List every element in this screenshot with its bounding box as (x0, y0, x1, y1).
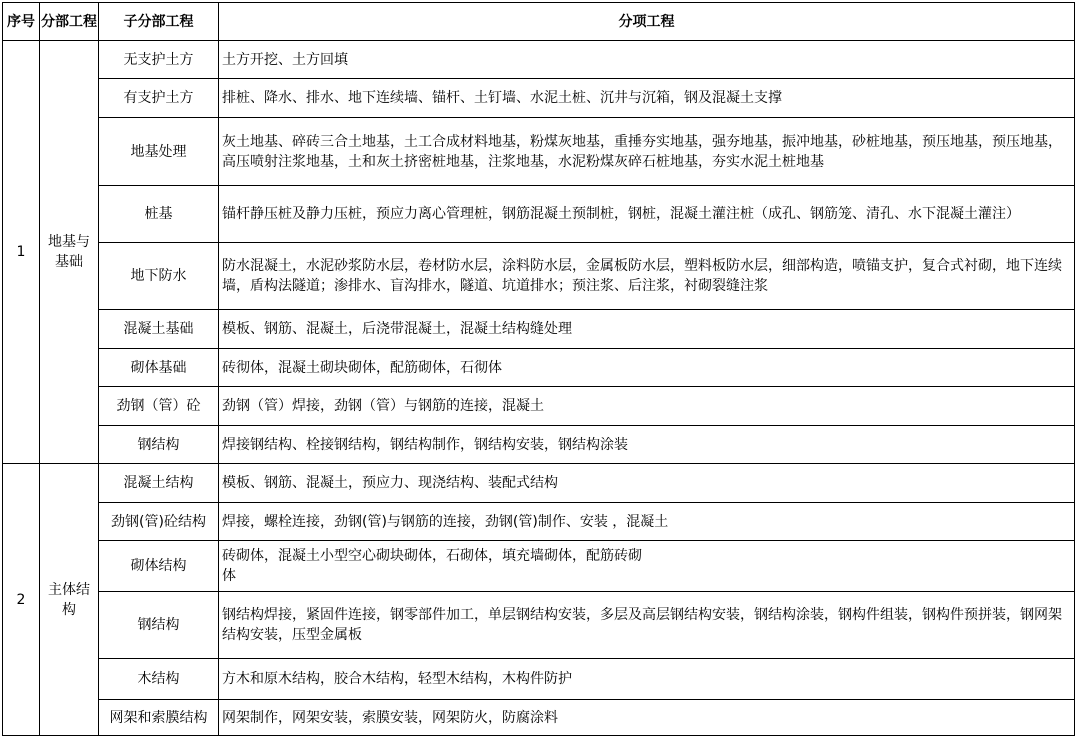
subdivision-name: 有支护土方 (99, 79, 219, 118)
item-list: 锚杆静压桩及静力压桩，预应力离心管理桩，钢筋混凝土预制桩，钢桩，混凝土灌注桩（成孔、钢筋笼、清孔、水下混凝土灌注） (219, 186, 1075, 243)
subdivision-name: 桩基 (99, 186, 219, 243)
division-name: 主体结构 (40, 464, 99, 736)
subdivision-name: 劲钢(管)砼结构 (99, 503, 219, 541)
item-list: 灰土地基、碎砖三合土地基，土工合成材料地基，粉煤灰地基，重捶夯实地基，强夯地基，振冲地基，砂桩地基，预压地基，预压地基，高压喷射注浆地基，土和灰土挤密桩地基，注浆地基，水泥粉煤灰碎石桩地基，夯实水泥土桩地基 (219, 118, 1075, 186)
item-list: 土方开挖、土方回填 (219, 41, 1075, 79)
table-row (3, 79, 1075, 118)
subdivision-name: 混凝土结构 (99, 464, 219, 503)
table-row (3, 387, 1075, 426)
subdivision-name: 地下防水 (99, 243, 219, 310)
item-list: 防水混凝土，水泥砂浆防水层，卷材防水层，涂料防水层，金属板防水层，塑料板防水层，细部构造，喷锚支护，复合式衬砌，地下连续墙，盾构法隧道；渗排水、盲沟排水，隧道、坑道排水；预注浆、后注浆，衬砌裂缝注浆 (219, 243, 1075, 310)
table-row (3, 243, 1075, 310)
table-row (3, 349, 1075, 387)
subdivision-name: 钢结构 (99, 592, 219, 659)
subdivision-name: 劲钢（管）砼 (99, 387, 219, 426)
table-row (3, 310, 1075, 349)
item-list: 模板、钢筋、混凝土，预应力、现浇结构、装配式结构 (219, 464, 1075, 503)
table-row (3, 426, 1075, 464)
header-no: 序号 (3, 3, 40, 41)
item-list: 焊接钢结构、栓接钢结构，钢结构制作，钢结构安装，钢结构涂装 (219, 426, 1075, 464)
subdivision-name: 砌体结构 (99, 541, 219, 592)
subdivision-name: 砌体基础 (99, 349, 219, 387)
table-row (3, 541, 1075, 592)
group-number: 2 (3, 464, 40, 736)
table-row (3, 700, 1075, 736)
header-row (3, 3, 1075, 41)
subdivision-name: 混凝土基础 (99, 310, 219, 349)
item-list: 排桩、降水、排水、地下连续墙、锚杆、土钉墙、水泥土桩、沉井与沉箱，钢及混凝土支撑 (219, 79, 1075, 118)
group-number: 1 (3, 41, 40, 464)
table-row (3, 503, 1075, 541)
subdivision-name: 钢结构 (99, 426, 219, 464)
subdivision-name: 地基处理 (99, 118, 219, 186)
subdivision-name: 木结构 (99, 659, 219, 700)
header-subdivision: 子分部工程 (99, 3, 219, 41)
table-row (3, 659, 1075, 700)
item-list: 模板、钢筋、混凝土，后浇带混凝土，混凝土结构缝处理 (219, 310, 1075, 349)
work-breakdown-table (2, 2, 1075, 736)
subdivision-name: 网架和索膜结构 (99, 700, 219, 736)
item-list: 网架制作，网架安装，索膜安装，网架防火，防腐涂料 (219, 700, 1075, 736)
division-name: 地基与基础 (40, 41, 99, 464)
item-list: 劲钢（管）焊接，劲钢（管）与钢筋的连接，混凝土 (219, 387, 1075, 426)
item-list: 钢结构焊接，紧固件连接，钢零部件加工，单层钢结构安装，多层及高层钢结构安装，钢结构涂装，钢构件组装，钢构件预拼装，钢网架结构安装，压型金属板 (219, 592, 1075, 659)
table-row (3, 464, 1075, 503)
subdivision-name: 无支护土方 (99, 41, 219, 79)
table-row (3, 118, 1075, 186)
table-row (3, 186, 1075, 243)
item-list: 砖彻体，混凝土砌块砌体，配筋砌体，石彻体 (219, 349, 1075, 387)
item-list: 砖砌体，混凝土小型空心砌块砌体，石砌体，填充墙砌体，配筋砖砌体 (219, 541, 1075, 592)
item-list: 焊接，螺栓连接，劲钢(管)与钢筋的连接，劲钢(管)制作、安装 ，混凝土 (219, 503, 1075, 541)
table-row (3, 592, 1075, 659)
header-items: 分项工程 (219, 3, 1075, 41)
header-division: 分部工程 (40, 3, 99, 41)
item-list: 方木和原木结构，胶合木结构，轻型木结构，木构件防护 (219, 659, 1075, 700)
table-row (3, 41, 1075, 79)
